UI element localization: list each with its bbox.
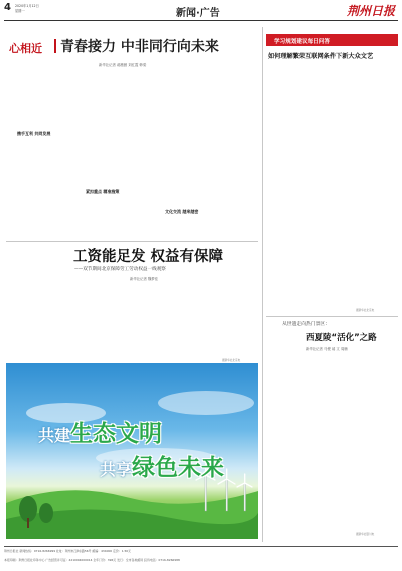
main-body-col-1 bbox=[9, 284, 69, 354]
date-line: 2020年1月12日 bbox=[15, 4, 39, 8]
story2-body-col-2 bbox=[334, 353, 397, 529]
main-body-col-2 bbox=[73, 284, 133, 354]
banner-byline: 新华社记者 郝薇薇 刘红霞 韩梁 bbox=[99, 63, 147, 67]
banner-tag: 心相近 bbox=[9, 42, 42, 55]
banner-body-col-2 bbox=[75, 69, 137, 181]
column-tag-text: 学习规划建议每日问答 bbox=[274, 38, 330, 45]
banner-body-col-1b bbox=[9, 138, 71, 224]
story2-kicker: 从世遗走向热门景区： bbox=[282, 322, 330, 327]
banner-body-col-3 bbox=[141, 69, 201, 227]
story2-byline: 新华社记者 马俊 郝 文 周楠 bbox=[306, 347, 348, 351]
footer-line-1: 荆州日报社 新闻热线：0716-8266999 社址：荆州市江津东路56号 邮编：434000 定价：1.50元 bbox=[4, 549, 132, 553]
ad-line-2-prefix: 共享 bbox=[100, 460, 133, 479]
subhead-2: 紧扣重点 精准施策 bbox=[86, 189, 120, 194]
story2-body-col-1 bbox=[267, 353, 330, 535]
subhead-1: 携手互利 共同发展 bbox=[17, 131, 51, 136]
column-divider bbox=[262, 27, 263, 542]
ecology-ad bbox=[6, 363, 258, 539]
banner-body-col-4 bbox=[205, 69, 262, 229]
main-story-title: 工资能足发 权益有保障 bbox=[73, 248, 224, 265]
page-header bbox=[0, 0, 402, 27]
story2-credit: 据新华社银川电 bbox=[356, 533, 375, 536]
main-body-col-3 bbox=[137, 284, 197, 354]
main-story-credit: 据新华社北京电 bbox=[222, 359, 241, 362]
qa-body-col-2 bbox=[334, 64, 397, 304]
banner-headline: 青春接力 中非同行向未来 bbox=[60, 39, 219, 55]
newspaper-logo: 荆州日报 bbox=[347, 4, 396, 18]
ad-line-1-prefix: 共建 bbox=[38, 426, 71, 445]
banner-body-col-1 bbox=[9, 69, 71, 129]
right-mid-rule bbox=[266, 316, 398, 317]
ad-line-1-highlight: 生态文明 bbox=[70, 421, 163, 447]
day-line: 星期一 bbox=[15, 9, 25, 13]
header-rule bbox=[4, 20, 398, 21]
ad-line-2-highlight: 绿色未来 bbox=[132, 455, 225, 481]
subhead-3: 文化交流 越来越密 bbox=[165, 209, 199, 214]
footer-rule bbox=[4, 546, 398, 547]
section-title: 新闻·广告 bbox=[176, 8, 220, 19]
qa-credit: 据新华社北京电 bbox=[356, 309, 375, 312]
banner-tag-divider bbox=[54, 39, 56, 53]
main-story-subtitle: ——双节期间北京保障劳工劳动权益一线观察 bbox=[74, 267, 166, 272]
ad-slogan-line-2 bbox=[100, 449, 224, 482]
footer-line-2: 本报印刷：荆州日报社印务中心 广告经营许可证：4210004000014 全年订价：396元 发行：全市各地邮局 投诉电话：0716-8266988 bbox=[4, 558, 180, 562]
banner-body-col-2b bbox=[75, 196, 137, 226]
column-tag bbox=[266, 34, 398, 46]
story2-title: 西夏陵“活化”之路 bbox=[306, 333, 377, 343]
qa-body-col-1 bbox=[267, 64, 330, 306]
qa-title: 如何理解繁荣互联网条件下新大众文艺 bbox=[268, 53, 374, 60]
page-number: 4 bbox=[4, 2, 11, 13]
ad-slogan-line-1 bbox=[38, 415, 162, 448]
banner bbox=[6, 33, 258, 57]
banner-bottom-rule bbox=[6, 241, 258, 242]
main-body-col-4 bbox=[201, 284, 258, 354]
main-story-byline: 新华社记者 魏梦佳 bbox=[130, 277, 159, 281]
